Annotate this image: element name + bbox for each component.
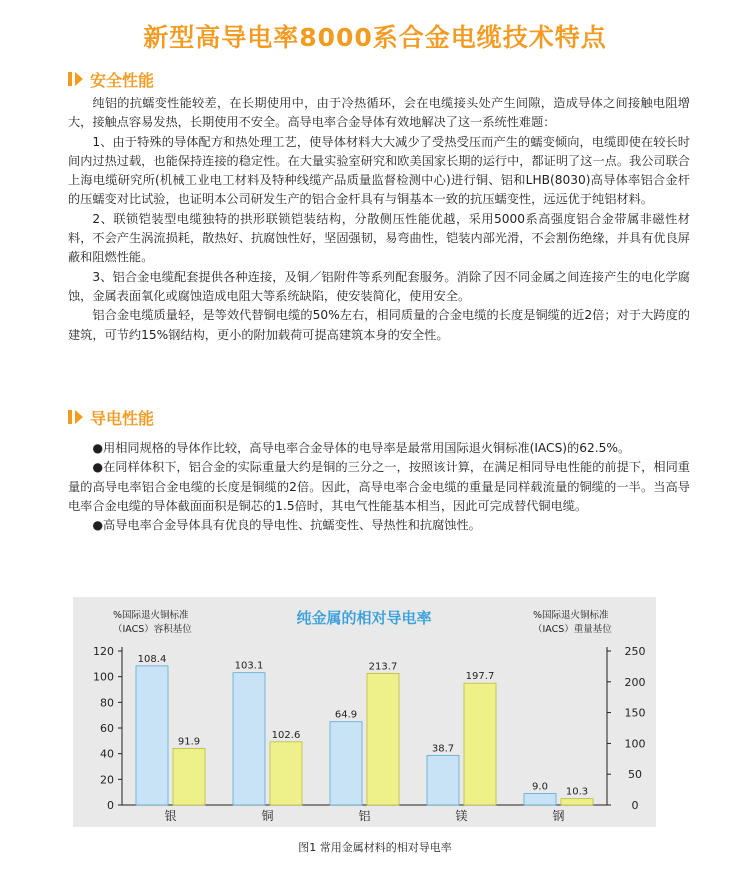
left-tick-label: 120 — [93, 645, 114, 658]
paragraph: ●在同样体积下，铝合金的实际重量大约是铜的三分之一，按照该计算，在满足相同导电性能的前提下，相同重量的高导电率铝合金电缆的长度是铜缆的2倍。因此，高导电率合金电缆的重量是同样载流量的铜缆的一半。当高导电率合金电缆的导体截面面积是铜芯的1.5倍时，其电气性能基本相当，因此可完成替代铜电缆。 — [68, 460, 690, 513]
category-label: 镁 — [455, 809, 468, 823]
paragraph: ●高导电率合金导体具有优良的导电性、抗蠕变性、导热性和抗腐蚀性。 — [92, 518, 481, 533]
bar-volume-3 — [427, 755, 459, 805]
paragraph: 1、由于特殊的导体配方和热处理工艺，使导体材料大大减少了受热受压而产生的蠕变倾向，电缆即使在较长时间内过热过载，也能保持连接的稳定性。在大量实验室研究和欧美国家长期的运行中，都证明了这一点。我公司联合上海电缆研究所(机械工业电工材料及特种线缆产品质量监督检测中心)进行铜、铝和LHB(8030)高导体率铝合金杆的压蠕变对比试验，也证明本公司研发生产的铝合金杆具有与铜基本一致的抗压蠕变性，远远优于纯铝材料。 — [68, 134, 690, 207]
bar-volume-1 — [233, 673, 265, 805]
right-tick-label: 150 — [624, 706, 646, 720]
paragraph: 纯铝的抗蠕变性能较差，在长期使用中，由于冷热循环，会在电缆接头处产生间隙，造成导体之间接触电阻增大，接触点容易发热，长期使用不安全。高导电率合金导体有效地解决了这一系统性难题： — [68, 96, 690, 130]
data-label: 103.1 — [234, 660, 264, 672]
data-label: 102.6 — [271, 729, 301, 741]
bar-weight-2 — [367, 673, 399, 805]
bar-weight-4 — [561, 799, 593, 805]
category-label: 钢 — [552, 809, 565, 823]
data-label: 64.9 — [334, 709, 358, 721]
conductivity-chart — [73, 597, 656, 827]
safety-text — [68, 94, 690, 345]
conductivity-text — [68, 439, 690, 535]
category-label: 银 — [164, 809, 177, 823]
right-tick-label: 200 — [624, 675, 646, 689]
bar-volume-4 — [524, 793, 556, 805]
data-label: 38.7 — [431, 743, 455, 755]
left-tick-label: 60 — [100, 722, 114, 735]
bar-weight-3 — [464, 683, 496, 805]
heading-arrow-icon — [75, 410, 83, 424]
right-axis-label: （IACS）重量基位 — [533, 624, 612, 635]
left-tick-label: 20 — [100, 773, 114, 787]
heading-arrow-icon — [75, 72, 83, 86]
bar-volume-2 — [330, 722, 362, 805]
left-tick-label: 0 — [107, 799, 114, 812]
paragraph: 3、铝合金电缆配套提供各种连接，及铜／铝附件等系列配套服务。消除了因不同金属之间连接产生的电化学腐蚀，金属表面氧化或腐蚀造成电阻大等系统缺陷，使安装简化，使用安全。 — [68, 269, 690, 303]
bar-weight-0 — [173, 748, 205, 805]
right-axis-label: %国际退火铜标准 — [533, 610, 609, 621]
paragraph: ●用相同规格的导体作比较，高导电率合金导体的电导率是最常用国际退火铜标准(IACS)的62.5%。 — [92, 441, 631, 455]
left-tick-label: 40 — [100, 747, 114, 761]
left-axis-label: （IACS）容积基位 — [113, 624, 192, 635]
left-tick-label: 100 — [93, 670, 114, 684]
data-label: 9.0 — [532, 781, 548, 793]
data-label: 10.3 — [565, 786, 589, 798]
heading-bar-icon — [68, 410, 72, 424]
right-tick-label: 100 — [624, 737, 646, 751]
bar-volume-0 — [136, 666, 168, 805]
section-title: 导电性能 — [90, 408, 155, 428]
category-label: 铝 — [358, 809, 371, 823]
section-heading-conductivity — [68, 406, 154, 428]
right-tick-label: 50 — [628, 768, 642, 782]
data-label: 91.9 — [177, 736, 201, 748]
bar-weight-1 — [270, 742, 302, 805]
heading-bar-icon — [68, 72, 72, 86]
paragraph: 2、联锁铠装型电缆独特的拱形联锁铠装结构，分散侧压性能优越，采用5000系高强度铝合金带属非磁性材料，不会产生涡流损耗，散热好、抗腐蚀性好，坚固强韧，易弯曲性，铠装内部光滑，不会割伤绝缘，并具有优良屏蔽和阻燃性能。 — [68, 211, 690, 265]
left-tick-label: 80 — [100, 696, 114, 710]
section-heading-safety — [68, 68, 154, 90]
left-axis-label: %国际退火铜标准 — [113, 610, 189, 621]
chart-title: 纯金属的相对导电率 — [296, 609, 432, 627]
paragraph: 铝合金电缆质量轻，是等效代替铜电缆的50%左右，相同质量的合金电缆的长度是铜缆的近2倍；对于大跨度的建筑，可节约15%钢结构，更小的附加载荷可提高建筑本身的安全性。 — [68, 308, 690, 342]
right-tick-label: 0 — [631, 799, 639, 812]
section-title: 安全性能 — [90, 70, 155, 90]
category-label: 铜 — [261, 809, 274, 823]
right-tick-label: 250 — [624, 645, 646, 658]
figure-caption: 图1 常用金属材料的相对导电率 — [298, 841, 452, 854]
page-title: 新型高导电率8000系合金电缆技术特点 — [143, 23, 607, 52]
data-label: 108.4 — [137, 653, 167, 665]
data-label: 197.7 — [465, 671, 495, 683]
data-label: 213.7 — [368, 661, 398, 673]
chart-panel — [73, 597, 656, 827]
